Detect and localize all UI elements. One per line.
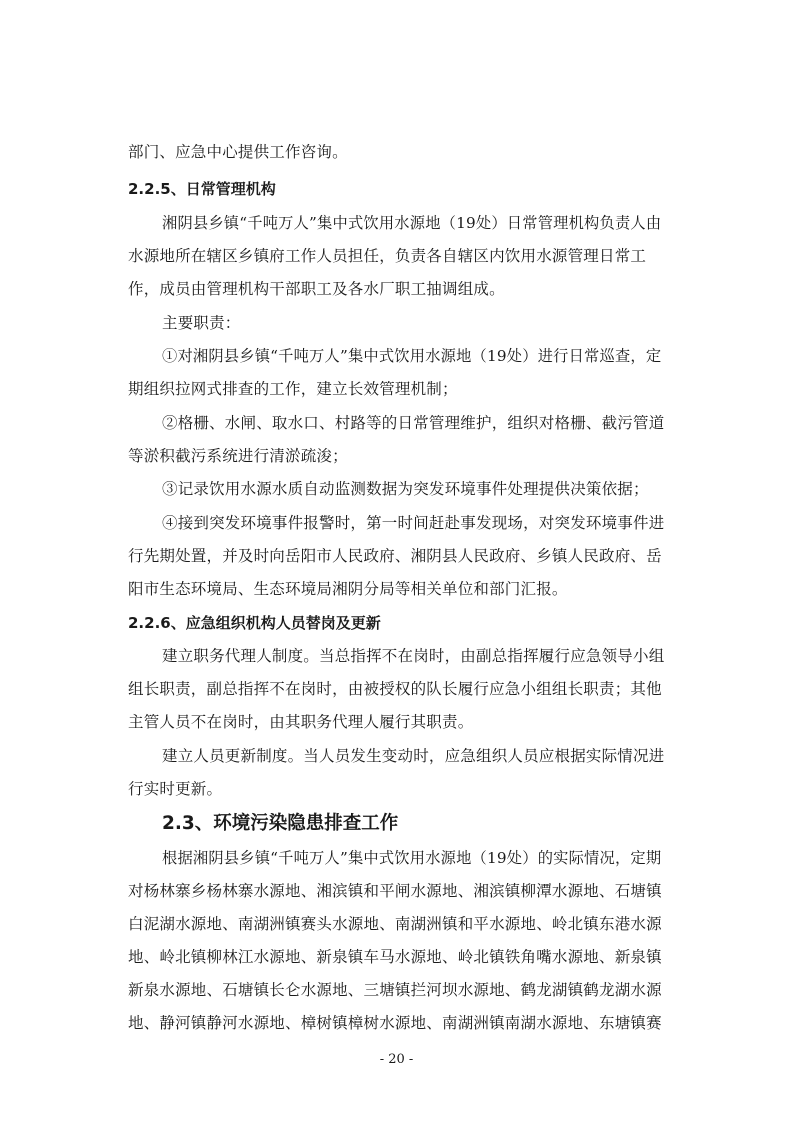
paragraph-line: 水源地所在辖区乡镇府工作人员担任，负责各自辖区内饮用水源管理日常工 <box>128 247 647 265</box>
paragraph-line: 组长职责，副总指挥不在岗时，由被授权的队长履行应急小组组长职责；其他 <box>128 680 662 698</box>
paragraph-line: ①对湘阴县乡镇“千吨万人”集中式饮用水源地（19处）进行日常巡查，定 <box>162 347 662 365</box>
paragraph-line: 根据湘阴县乡镇“千吨万人”集中式饮用水源地（19处）的实际情况，定期 <box>162 849 662 867</box>
paragraph-line: 地、静河镇静河水源地、樟树镇樟树水源地、南湖洲镇南湖水源地、东塘镇赛 <box>128 1014 662 1032</box>
paragraph-line: 地、岭北镇柳林江水源地、新泉镇车马水源地、岭北镇铁角嘴水源地、新泉镇 <box>128 948 662 966</box>
paragraph-line: 新泉水源地、石塘镇长仑水源地、三塘镇拦河坝水源地、鹤龙湖镇鹤龙湖水源 <box>128 981 662 999</box>
paragraph-line: 建立职务代理人制度。当总指挥不在岗时，由副总指挥履行应急领导小组 <box>162 647 665 665</box>
paragraph-line: 湘阴县乡镇“千吨万人”集中式饮用水源地（19处）日常管理机构负责人由 <box>162 214 662 232</box>
section-heading-2-2-6: 2.2.6、应急组织机构人员替岗及更新 <box>128 614 381 632</box>
page-number: - 20 - <box>379 1052 414 1067</box>
paragraph-line: ④接到突发环境事件报警时，第一时间赶赴事发现场，对突发环境事件进 <box>162 514 665 532</box>
paragraph-line: 主要职责： <box>162 314 241 332</box>
paragraph-line: 对杨林寨乡杨林寨水源地、湘滨镇和平闸水源地、湘滨镇柳潭水源地、石塘镇 <box>128 882 662 900</box>
paragraph-line: 期组织拉网式排查的工作，建立长效管理机制； <box>128 380 458 398</box>
paragraph-line: 白泥湖水源地、南湖洲镇赛头水源地、南湖洲镇和平水源地、岭北镇东港水源 <box>128 915 662 933</box>
paragraph-line: ③记录饮用水源水质自动监测数据为突发环境事件处理提供决策依据； <box>162 480 649 498</box>
paragraph-line: 行实时更新。 <box>128 780 223 798</box>
section-heading-2-3: 2.3、环境污染隐患排查工作 <box>162 813 399 834</box>
section-heading-2-2-5: 2.2.5、日常管理机构 <box>128 180 276 198</box>
paragraph-line: ②格栅、水闸、取水口、村路等的日常管理维护，组织对格栅、截污管道 <box>162 414 665 432</box>
paragraph-line: 作，成员由管理机构干部职工及各水厂职工抽调组成。 <box>128 280 505 298</box>
paragraph-line: 行先期处置，并及时向岳阳市人民政府、湘阴县人民政府、乡镇人民政府、岳 <box>128 547 662 565</box>
paragraph-line: 部门、应急中心提供工作咨询。 <box>128 143 348 161</box>
paragraph-line: 阳市生态环境局、生态环境局湘阴分局等相关单位和部门汇报。 <box>128 580 568 598</box>
paragraph-line: 等淤积截污系统进行清淤疏浚； <box>128 447 348 465</box>
paragraph-line: 主管人员不在岗时，由其职务代理人履行其职责。 <box>128 713 474 731</box>
paragraph-line: 建立人员更新制度。当人员发生变动时，应急组织人员应根据实际情况进 <box>162 747 665 765</box>
